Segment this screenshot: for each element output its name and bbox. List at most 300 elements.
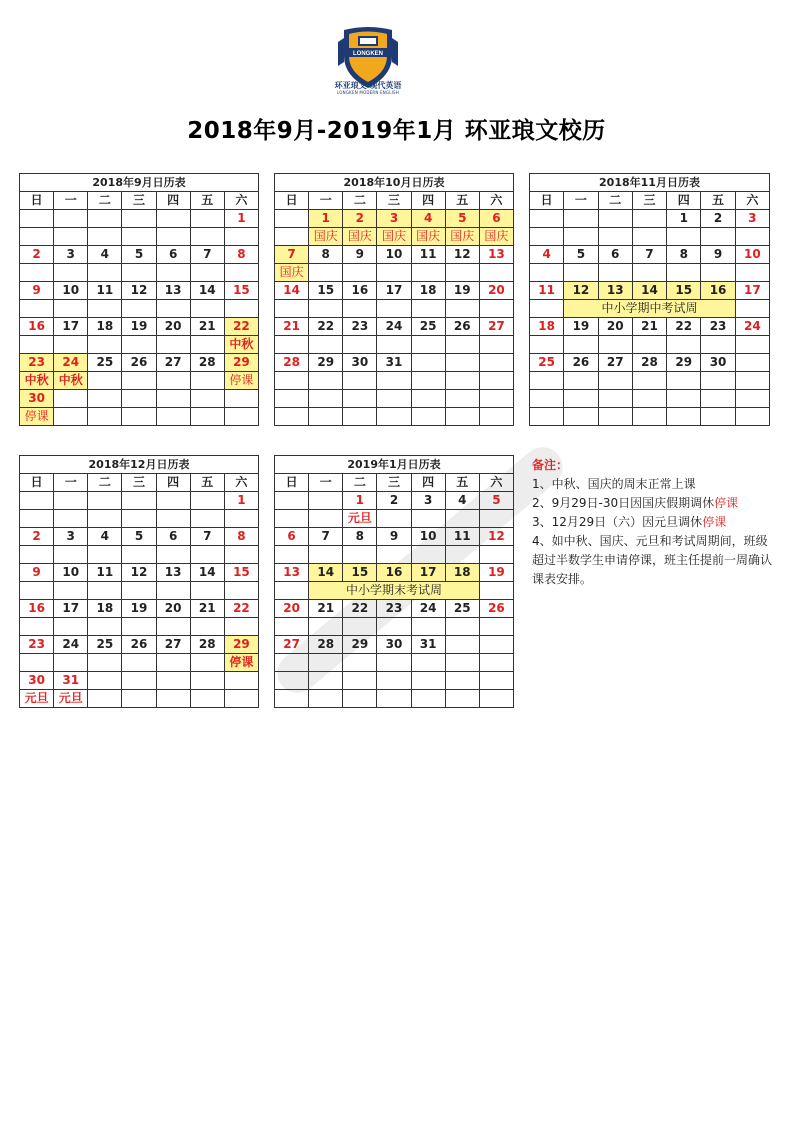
weekday-fri: 五	[190, 192, 224, 210]
date-row	[275, 318, 514, 336]
date-cell	[309, 390, 343, 408]
note-cell	[54, 300, 88, 318]
note-cell	[275, 618, 309, 636]
date-cell: 5	[122, 246, 156, 264]
note-cell	[411, 510, 445, 528]
date-cell	[445, 390, 479, 408]
note-cell	[275, 654, 309, 672]
weekday-sun: 日	[20, 192, 54, 210]
date-cell: 31	[377, 354, 411, 372]
weekday-wed: 三	[377, 474, 411, 492]
note-cell	[20, 264, 54, 282]
note-cell	[701, 372, 735, 390]
note-cell	[20, 228, 54, 246]
date-cell: 16	[20, 600, 54, 618]
note-cell	[190, 228, 224, 246]
note-cell	[156, 408, 190, 426]
note-row	[275, 618, 514, 636]
note-cell	[445, 264, 479, 282]
note-cell	[564, 372, 598, 390]
date-cell: 20	[156, 318, 190, 336]
date-cell: 8	[224, 528, 258, 546]
date-cell	[377, 672, 411, 690]
note-cell	[224, 408, 258, 426]
date-cell	[343, 390, 377, 408]
note-cell	[632, 336, 666, 354]
remark-1: 1、中秋、国庆的周末正常上课	[532, 477, 696, 491]
note-cell	[479, 408, 513, 426]
note-cell	[479, 582, 513, 600]
date-cell	[275, 390, 309, 408]
weekday-header	[275, 192, 514, 210]
date-row	[530, 390, 770, 408]
weekday-header	[20, 192, 259, 210]
date-cell: 3	[735, 210, 769, 228]
date-cell: 15	[309, 282, 343, 300]
note-cell	[377, 336, 411, 354]
note-cell	[479, 618, 513, 636]
note-row	[530, 336, 770, 354]
note-cell	[411, 372, 445, 390]
date-cell	[88, 210, 122, 228]
note-cell	[122, 408, 156, 426]
date-cell	[156, 210, 190, 228]
date-row	[530, 354, 770, 372]
date-row	[530, 318, 770, 336]
note-cell	[122, 336, 156, 354]
date-cell	[530, 390, 564, 408]
note-cell	[275, 408, 309, 426]
date-cell: 9	[377, 528, 411, 546]
date-cell	[190, 390, 224, 408]
note-cell	[377, 408, 411, 426]
date-cell	[343, 672, 377, 690]
note-cell	[309, 546, 343, 564]
date-row	[275, 354, 514, 372]
date-cell: 2	[20, 246, 54, 264]
note-cell	[479, 372, 513, 390]
date-cell: 2	[20, 528, 54, 546]
date-cell: 29	[309, 354, 343, 372]
date-cell	[598, 210, 632, 228]
note-cell	[479, 264, 513, 282]
note-cell	[343, 336, 377, 354]
date-cell: 19	[122, 318, 156, 336]
date-cell: 20	[479, 282, 513, 300]
date-row	[20, 390, 259, 408]
note-cell	[667, 264, 701, 282]
weekday-fri: 五	[445, 192, 479, 210]
note-cell: 停课	[224, 372, 258, 390]
weekday-thu: 四	[667, 192, 701, 210]
note-cell	[479, 654, 513, 672]
note-cell	[54, 546, 88, 564]
calendar-caption: 2018年12月日历表	[20, 456, 259, 474]
weekday-header	[275, 474, 514, 492]
date-cell: 17	[377, 282, 411, 300]
note-cell	[224, 510, 258, 528]
note-cell	[190, 372, 224, 390]
weekday-header	[20, 474, 259, 492]
note-cell	[377, 372, 411, 390]
date-cell: 5	[564, 246, 598, 264]
date-cell	[735, 354, 769, 372]
date-row	[20, 246, 259, 264]
date-cell: 2	[343, 210, 377, 228]
note-cell	[343, 264, 377, 282]
date-cell: 23	[20, 636, 54, 654]
date-cell: 30	[701, 354, 735, 372]
date-cell	[122, 672, 156, 690]
date-cell: 12	[445, 246, 479, 264]
note-cell	[411, 264, 445, 282]
note-cell	[190, 264, 224, 282]
date-cell: 10	[411, 528, 445, 546]
note-cell	[735, 300, 769, 318]
note-cell	[20, 300, 54, 318]
note-cell	[343, 654, 377, 672]
weekday-sat: 六	[479, 192, 513, 210]
note-cell	[88, 654, 122, 672]
date-cell: 29	[343, 636, 377, 654]
date-cell: 8	[343, 528, 377, 546]
date-cell: 14	[190, 282, 224, 300]
remark-2-highlight: 停课	[714, 496, 739, 510]
note-cell	[735, 264, 769, 282]
note-cell	[224, 618, 258, 636]
date-cell: 19	[122, 600, 156, 618]
date-cell	[275, 672, 309, 690]
note-row	[530, 228, 770, 246]
note-cell	[122, 372, 156, 390]
date-cell: 18	[88, 318, 122, 336]
date-cell: 14	[190, 564, 224, 582]
note-row	[20, 408, 259, 426]
note-row	[275, 408, 514, 426]
note-row	[20, 582, 259, 600]
date-cell	[190, 672, 224, 690]
note-cell	[377, 300, 411, 318]
note-cell	[445, 336, 479, 354]
date-cell: 11	[530, 282, 564, 300]
note-row	[275, 264, 514, 282]
date-row	[20, 492, 259, 510]
date-cell: 24	[54, 354, 88, 372]
note-cell	[598, 408, 632, 426]
note-row	[20, 264, 259, 282]
date-cell	[88, 672, 122, 690]
weekday-thu: 四	[156, 474, 190, 492]
date-cell: 11	[88, 282, 122, 300]
date-cell	[479, 390, 513, 408]
note-cell: 中秋	[54, 372, 88, 390]
remark-3-highlight: 停课	[702, 515, 727, 529]
note-cell	[122, 510, 156, 528]
note-cell	[156, 228, 190, 246]
note-cell	[224, 228, 258, 246]
date-cell: 2	[701, 210, 735, 228]
date-cell: 30	[20, 390, 54, 408]
weekday-wed: 三	[122, 474, 156, 492]
date-cell: 11	[445, 528, 479, 546]
note-row	[20, 546, 259, 564]
date-cell: 3	[377, 210, 411, 228]
date-cell: 17	[54, 318, 88, 336]
note-cell: 国庆	[411, 228, 445, 246]
date-cell: 14	[275, 282, 309, 300]
weekday-mon: 一	[54, 474, 88, 492]
note-cell: 停课	[20, 408, 54, 426]
note-cell	[190, 300, 224, 318]
date-cell: 3	[54, 528, 88, 546]
note-cell	[309, 654, 343, 672]
date-cell: 1	[224, 210, 258, 228]
note-cell	[564, 228, 598, 246]
calendar-oct-2018	[274, 173, 514, 426]
note-cell	[343, 300, 377, 318]
date-cell	[598, 390, 632, 408]
date-row	[275, 564, 514, 582]
note-cell	[88, 264, 122, 282]
date-cell: 26	[122, 354, 156, 372]
note-row	[530, 372, 770, 390]
date-cell	[156, 672, 190, 690]
exam-week-label: 中小学期中考试周	[564, 300, 735, 318]
date-cell	[377, 390, 411, 408]
date-cell: 17	[735, 282, 769, 300]
date-cell: 6	[598, 246, 632, 264]
note-cell	[190, 546, 224, 564]
note-cell: 停课	[224, 654, 258, 672]
note-cell	[377, 654, 411, 672]
note-cell	[309, 510, 343, 528]
note-cell	[20, 546, 54, 564]
note-cell: 中秋	[20, 372, 54, 390]
note-cell: 国庆	[309, 228, 343, 246]
note-cell	[88, 546, 122, 564]
calendar-caption: 2018年11月日历表	[530, 174, 770, 192]
note-cell	[343, 618, 377, 636]
date-cell: 31	[54, 672, 88, 690]
note-cell	[275, 372, 309, 390]
date-cell: 28	[632, 354, 666, 372]
date-cell	[530, 210, 564, 228]
note-cell	[122, 228, 156, 246]
logo-tagline: LONGKEN MODERN ENGLISH	[337, 90, 399, 95]
date-cell: 18	[88, 600, 122, 618]
date-cell: 21	[190, 318, 224, 336]
date-cell: 6	[275, 528, 309, 546]
date-cell: 26	[479, 600, 513, 618]
date-cell: 27	[275, 636, 309, 654]
date-cell: 29	[667, 354, 701, 372]
date-cell	[122, 390, 156, 408]
date-cell: 23	[701, 318, 735, 336]
note-cell	[343, 408, 377, 426]
date-cell: 25	[88, 354, 122, 372]
date-cell	[190, 210, 224, 228]
date-cell: 29	[224, 636, 258, 654]
date-cell: 12	[122, 564, 156, 582]
date-cell	[54, 210, 88, 228]
date-cell: 4	[445, 492, 479, 510]
date-cell: 26	[445, 318, 479, 336]
weekday-sun: 日	[275, 474, 309, 492]
remark-2	[532, 494, 772, 513]
note-cell	[88, 300, 122, 318]
note-row	[20, 618, 259, 636]
date-cell: 9	[343, 246, 377, 264]
weekday-tue: 二	[343, 192, 377, 210]
note-cell	[735, 408, 769, 426]
date-row	[275, 210, 514, 228]
date-cell	[411, 390, 445, 408]
note-cell	[190, 510, 224, 528]
date-cell: 22	[224, 318, 258, 336]
note-cell	[54, 408, 88, 426]
date-cell: 16	[20, 318, 54, 336]
note-cell	[343, 690, 377, 708]
remark-4: 4、如中秋、国庆、元旦和考试周期间，班级超过半数学生申请停课，班主任提前一周确认课表安排。	[532, 534, 773, 586]
date-cell: 15	[667, 282, 701, 300]
date-cell: 3	[54, 246, 88, 264]
note-cell	[190, 408, 224, 426]
note-cell	[122, 546, 156, 564]
date-cell	[309, 672, 343, 690]
date-cell	[54, 492, 88, 510]
note-cell	[54, 336, 88, 354]
date-cell: 20	[275, 600, 309, 618]
note-cell	[411, 654, 445, 672]
note-cell	[343, 372, 377, 390]
date-cell: 18	[445, 564, 479, 582]
note-cell	[156, 546, 190, 564]
date-cell: 1	[224, 492, 258, 510]
note-cell	[377, 618, 411, 636]
date-cell: 9	[701, 246, 735, 264]
date-row	[20, 672, 259, 690]
date-cell: 10	[54, 564, 88, 582]
date-row	[20, 282, 259, 300]
note-cell	[479, 690, 513, 708]
note-cell	[445, 510, 479, 528]
date-cell: 3	[411, 492, 445, 510]
date-cell: 19	[479, 564, 513, 582]
date-cell: 23	[377, 600, 411, 618]
note-cell	[309, 300, 343, 318]
note-cell	[479, 546, 513, 564]
date-cell: 22	[667, 318, 701, 336]
note-cell	[20, 654, 54, 672]
note-cell	[598, 372, 632, 390]
date-cell: 1	[667, 210, 701, 228]
date-cell	[224, 672, 258, 690]
date-cell: 22	[224, 600, 258, 618]
date-cell: 12	[564, 282, 598, 300]
calendar-jan-2019	[274, 455, 514, 708]
note-cell	[54, 228, 88, 246]
note-row	[530, 300, 770, 318]
note-cell	[122, 264, 156, 282]
date-cell	[190, 492, 224, 510]
note-cell	[275, 546, 309, 564]
date-cell: 6	[156, 246, 190, 264]
note-row	[530, 408, 770, 426]
date-cell	[445, 672, 479, 690]
note-cell	[54, 264, 88, 282]
note-cell	[122, 654, 156, 672]
remark-2-text: 2、9月29日-30日因国庆假期调休	[532, 496, 715, 510]
note-cell	[275, 510, 309, 528]
note-cell	[735, 336, 769, 354]
note-cell	[411, 300, 445, 318]
date-cell: 13	[479, 246, 513, 264]
note-cell	[530, 300, 564, 318]
date-row	[275, 282, 514, 300]
note-cell	[275, 336, 309, 354]
date-cell	[20, 210, 54, 228]
date-cell: 8	[309, 246, 343, 264]
date-cell	[122, 492, 156, 510]
date-cell: 26	[122, 636, 156, 654]
note-cell	[224, 546, 258, 564]
date-row	[275, 672, 514, 690]
date-cell: 14	[309, 564, 343, 582]
date-cell: 26	[564, 354, 598, 372]
note-cell	[156, 372, 190, 390]
date-cell: 5	[445, 210, 479, 228]
note-cell	[377, 510, 411, 528]
date-cell: 10	[377, 246, 411, 264]
note-cell	[88, 408, 122, 426]
date-cell: 30	[343, 354, 377, 372]
note-cell	[122, 690, 156, 708]
date-cell: 11	[411, 246, 445, 264]
note-cell	[377, 546, 411, 564]
date-cell: 25	[445, 600, 479, 618]
weekday-mon: 一	[309, 192, 343, 210]
weekday-mon: 一	[54, 192, 88, 210]
date-cell: 15	[343, 564, 377, 582]
date-cell	[275, 492, 309, 510]
note-cell	[275, 690, 309, 708]
date-cell	[309, 492, 343, 510]
weekday-mon: 一	[309, 474, 343, 492]
date-cell: 28	[275, 354, 309, 372]
note-cell	[122, 618, 156, 636]
date-cell: 7	[275, 246, 309, 264]
weekday-fri: 五	[445, 474, 479, 492]
note-cell	[88, 510, 122, 528]
date-cell	[156, 390, 190, 408]
date-cell: 17	[54, 600, 88, 618]
note-cell	[445, 408, 479, 426]
date-row	[20, 564, 259, 582]
date-cell: 6	[156, 528, 190, 546]
note-cell	[156, 690, 190, 708]
note-cell	[190, 618, 224, 636]
note-cell	[190, 690, 224, 708]
date-cell	[701, 390, 735, 408]
date-cell: 21	[275, 318, 309, 336]
date-cell: 22	[343, 600, 377, 618]
note-cell	[377, 690, 411, 708]
date-row	[20, 354, 259, 372]
date-cell	[667, 390, 701, 408]
date-cell: 1	[309, 210, 343, 228]
note-cell	[88, 228, 122, 246]
weekday-tue: 二	[598, 192, 632, 210]
